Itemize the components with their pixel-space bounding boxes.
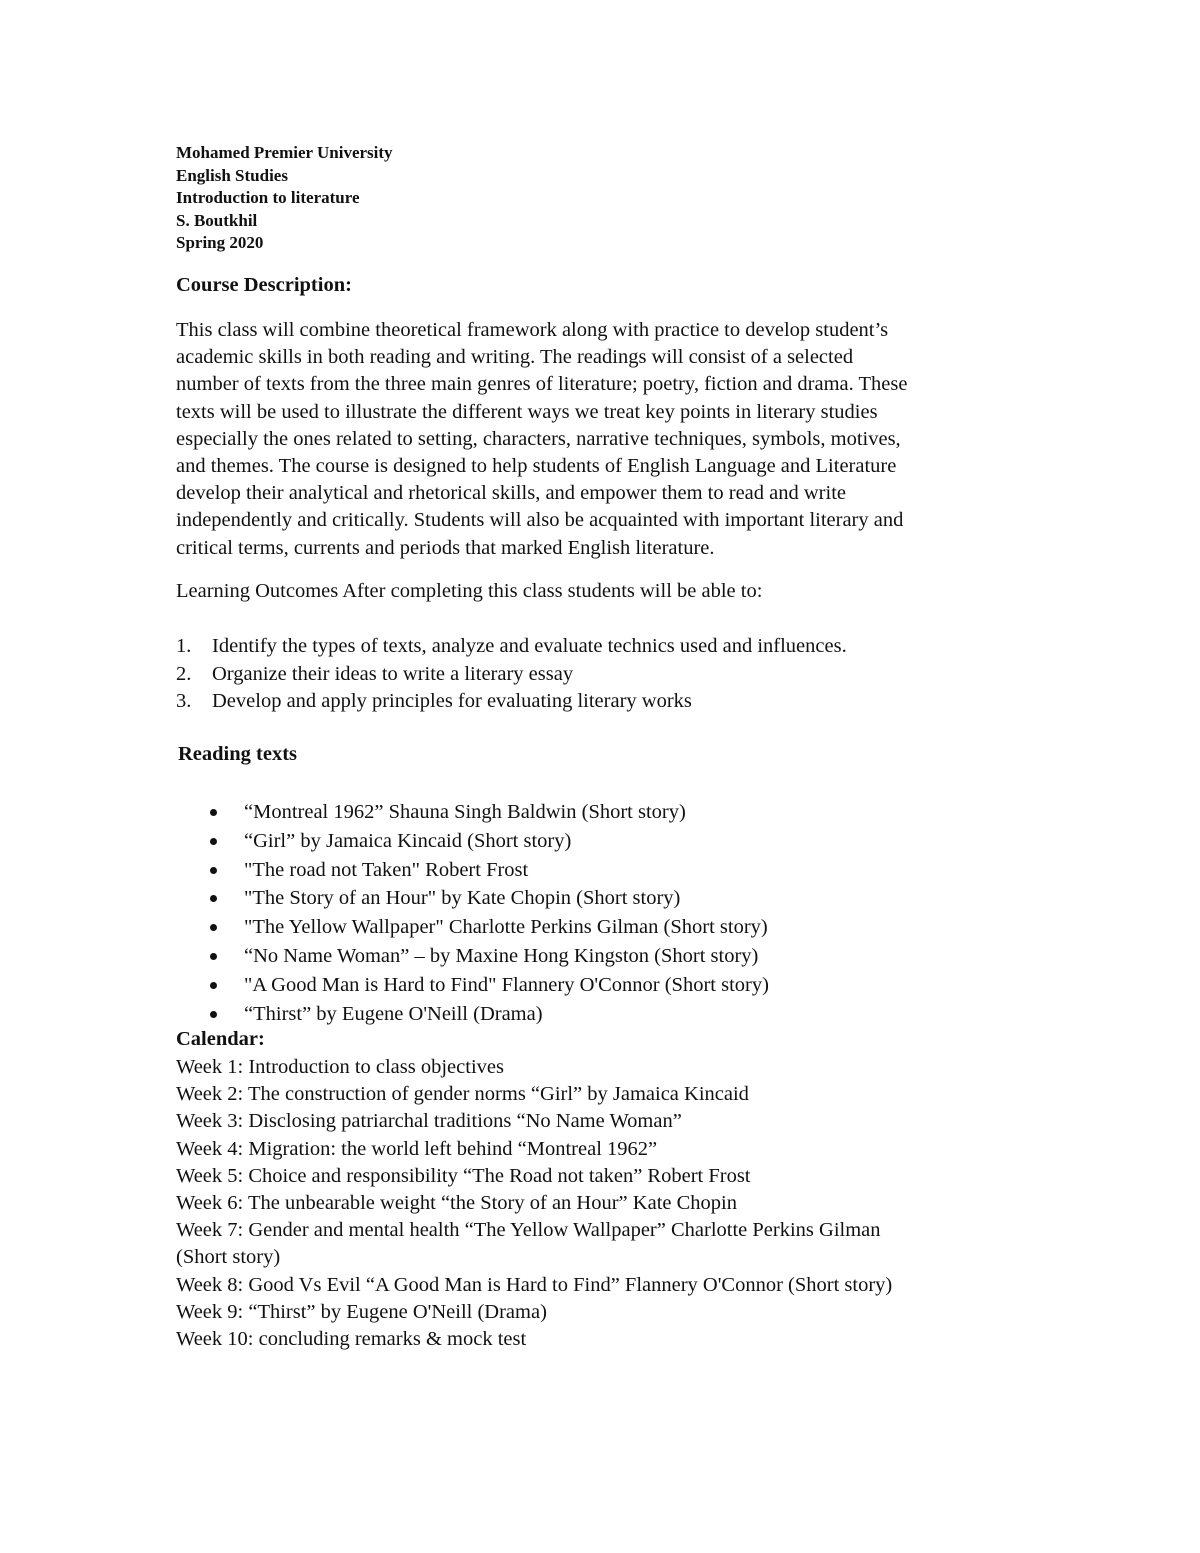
- item-text: Organize their ideas to write a literary essay: [212, 662, 574, 685]
- calendar-line: (Short story): [176, 1246, 281, 1269]
- reading-title: “Thirst” by Eugene O'Neill (Drama): [244, 1002, 543, 1025]
- reading-title: “Montreal 1962” Shauna Singh Baldwin (Short story): [244, 801, 686, 823]
- bullet-icon: [210, 953, 217, 960]
- reading-title: “No Name Woman” – by Maxine Hong Kingston (Short story): [244, 944, 759, 967]
- calendar-line: Week 6: The unbearable weight “the Story of an Hour” Kate Chopin: [176, 1191, 737, 1214]
- calendar-line: Week 9: “Thirst” by Eugene O'Neill (Drama): [176, 1300, 547, 1323]
- bullet-icon: [210, 1011, 217, 1018]
- description-line: develop their analytical and rhetorical skills, and empower them to read and write: [176, 482, 846, 505]
- description-line: especially the ones related to setting, characters, narrative techniques, symbols, motives,: [176, 427, 901, 450]
- course-name: Introduction to literature: [176, 188, 360, 208]
- term: Spring 2020: [176, 233, 264, 253]
- calendar-line: Week 2: The construction of gender norms “Girl” by Jamaica Kincaid: [176, 1083, 749, 1106]
- bullet-icon: [210, 982, 217, 989]
- learning-outcomes-intro: Learning Outcomes After completing this class students will be able to:: [176, 580, 763, 602]
- description-line: critical terms, currents and periods that marked English literature.: [176, 536, 715, 559]
- calendar-line: Week 10: concluding remarks & mock test: [176, 1327, 527, 1350]
- bullet-icon: [210, 809, 217, 816]
- calendar-line: Week 8: Good Vs Evil “A Good Man is Hard to Find” Flannery O'Connor (Short story): [176, 1273, 893, 1296]
- reading-title: "The Story of an Hour" by Kate Chopin (Short story): [244, 887, 681, 910]
- university-name: Mohamed Premier University: [176, 143, 393, 162]
- calendar-line: Week 1: Introduction to class objectives: [176, 1056, 504, 1078]
- bullet-icon: [210, 895, 217, 902]
- item-number: 2.: [176, 662, 192, 685]
- calendar-line: Week 3: Disclosing patriarchal traditions “No Name Woman”: [176, 1110, 682, 1133]
- description-line: and themes. The course is designed to help students of English Language and Literature: [176, 454, 897, 477]
- reading-title: "A Good Man is Hard to Find" Flannery O'Connor (Short story): [244, 973, 769, 996]
- calendar-line: Week 4: Migration: the world left behind “Montreal 1962”: [176, 1137, 658, 1160]
- item-text: Identify the types of texts, analyze and evaluate technics used and influences.: [212, 635, 847, 657]
- reading-title: "The road not Taken" Robert Frost: [244, 858, 529, 881]
- item-text: Develop and apply principles for evaluating literary works: [212, 690, 692, 713]
- description-line: academic skills in both reading and writing. The readings will consist of a selected: [176, 346, 854, 369]
- description-line: independently and critically. Students will also be acquainted with important literary and: [176, 509, 904, 532]
- calendar-line: Week 7: Gender and mental health “The Yellow Wallpaper” Charlotte Perkins Gilman: [176, 1219, 881, 1242]
- item-number: 3.: [176, 690, 192, 713]
- reading-title: "The Yellow Wallpaper" Charlotte Perkins Gilman (Short story): [244, 916, 768, 939]
- bullet-icon: [210, 867, 217, 874]
- description-line: texts will be used to illustrate the different ways we treat key points in literary studies: [176, 400, 878, 423]
- bullet-icon: [210, 924, 217, 931]
- course-description-heading: Course Description:: [176, 274, 352, 296]
- department-name: English Studies: [176, 165, 288, 185]
- reading-title: “Girl” by Jamaica Kincaid (Short story): [244, 829, 572, 852]
- description-line: This class will combine theoretical framework along with practice to develop student’s: [176, 319, 889, 341]
- calendar-list: [176, 1054, 892, 1353]
- instructor-name: S. Boutkhil: [176, 210, 258, 230]
- course-description-body: [176, 317, 1076, 562]
- description-line: number of texts from the three main genres of literature; poetry, fiction and drama. These: [176, 373, 908, 396]
- calendar-heading: Calendar:: [176, 1028, 265, 1050]
- bullet-icon: [210, 838, 217, 845]
- reading-texts-heading: Reading texts: [178, 743, 298, 765]
- calendar-line: Week 5: Choice and responsibility “The Road not taken” Robert Frost: [176, 1164, 751, 1187]
- document-header: [176, 142, 393, 255]
- item-number: 1.: [176, 635, 192, 657]
